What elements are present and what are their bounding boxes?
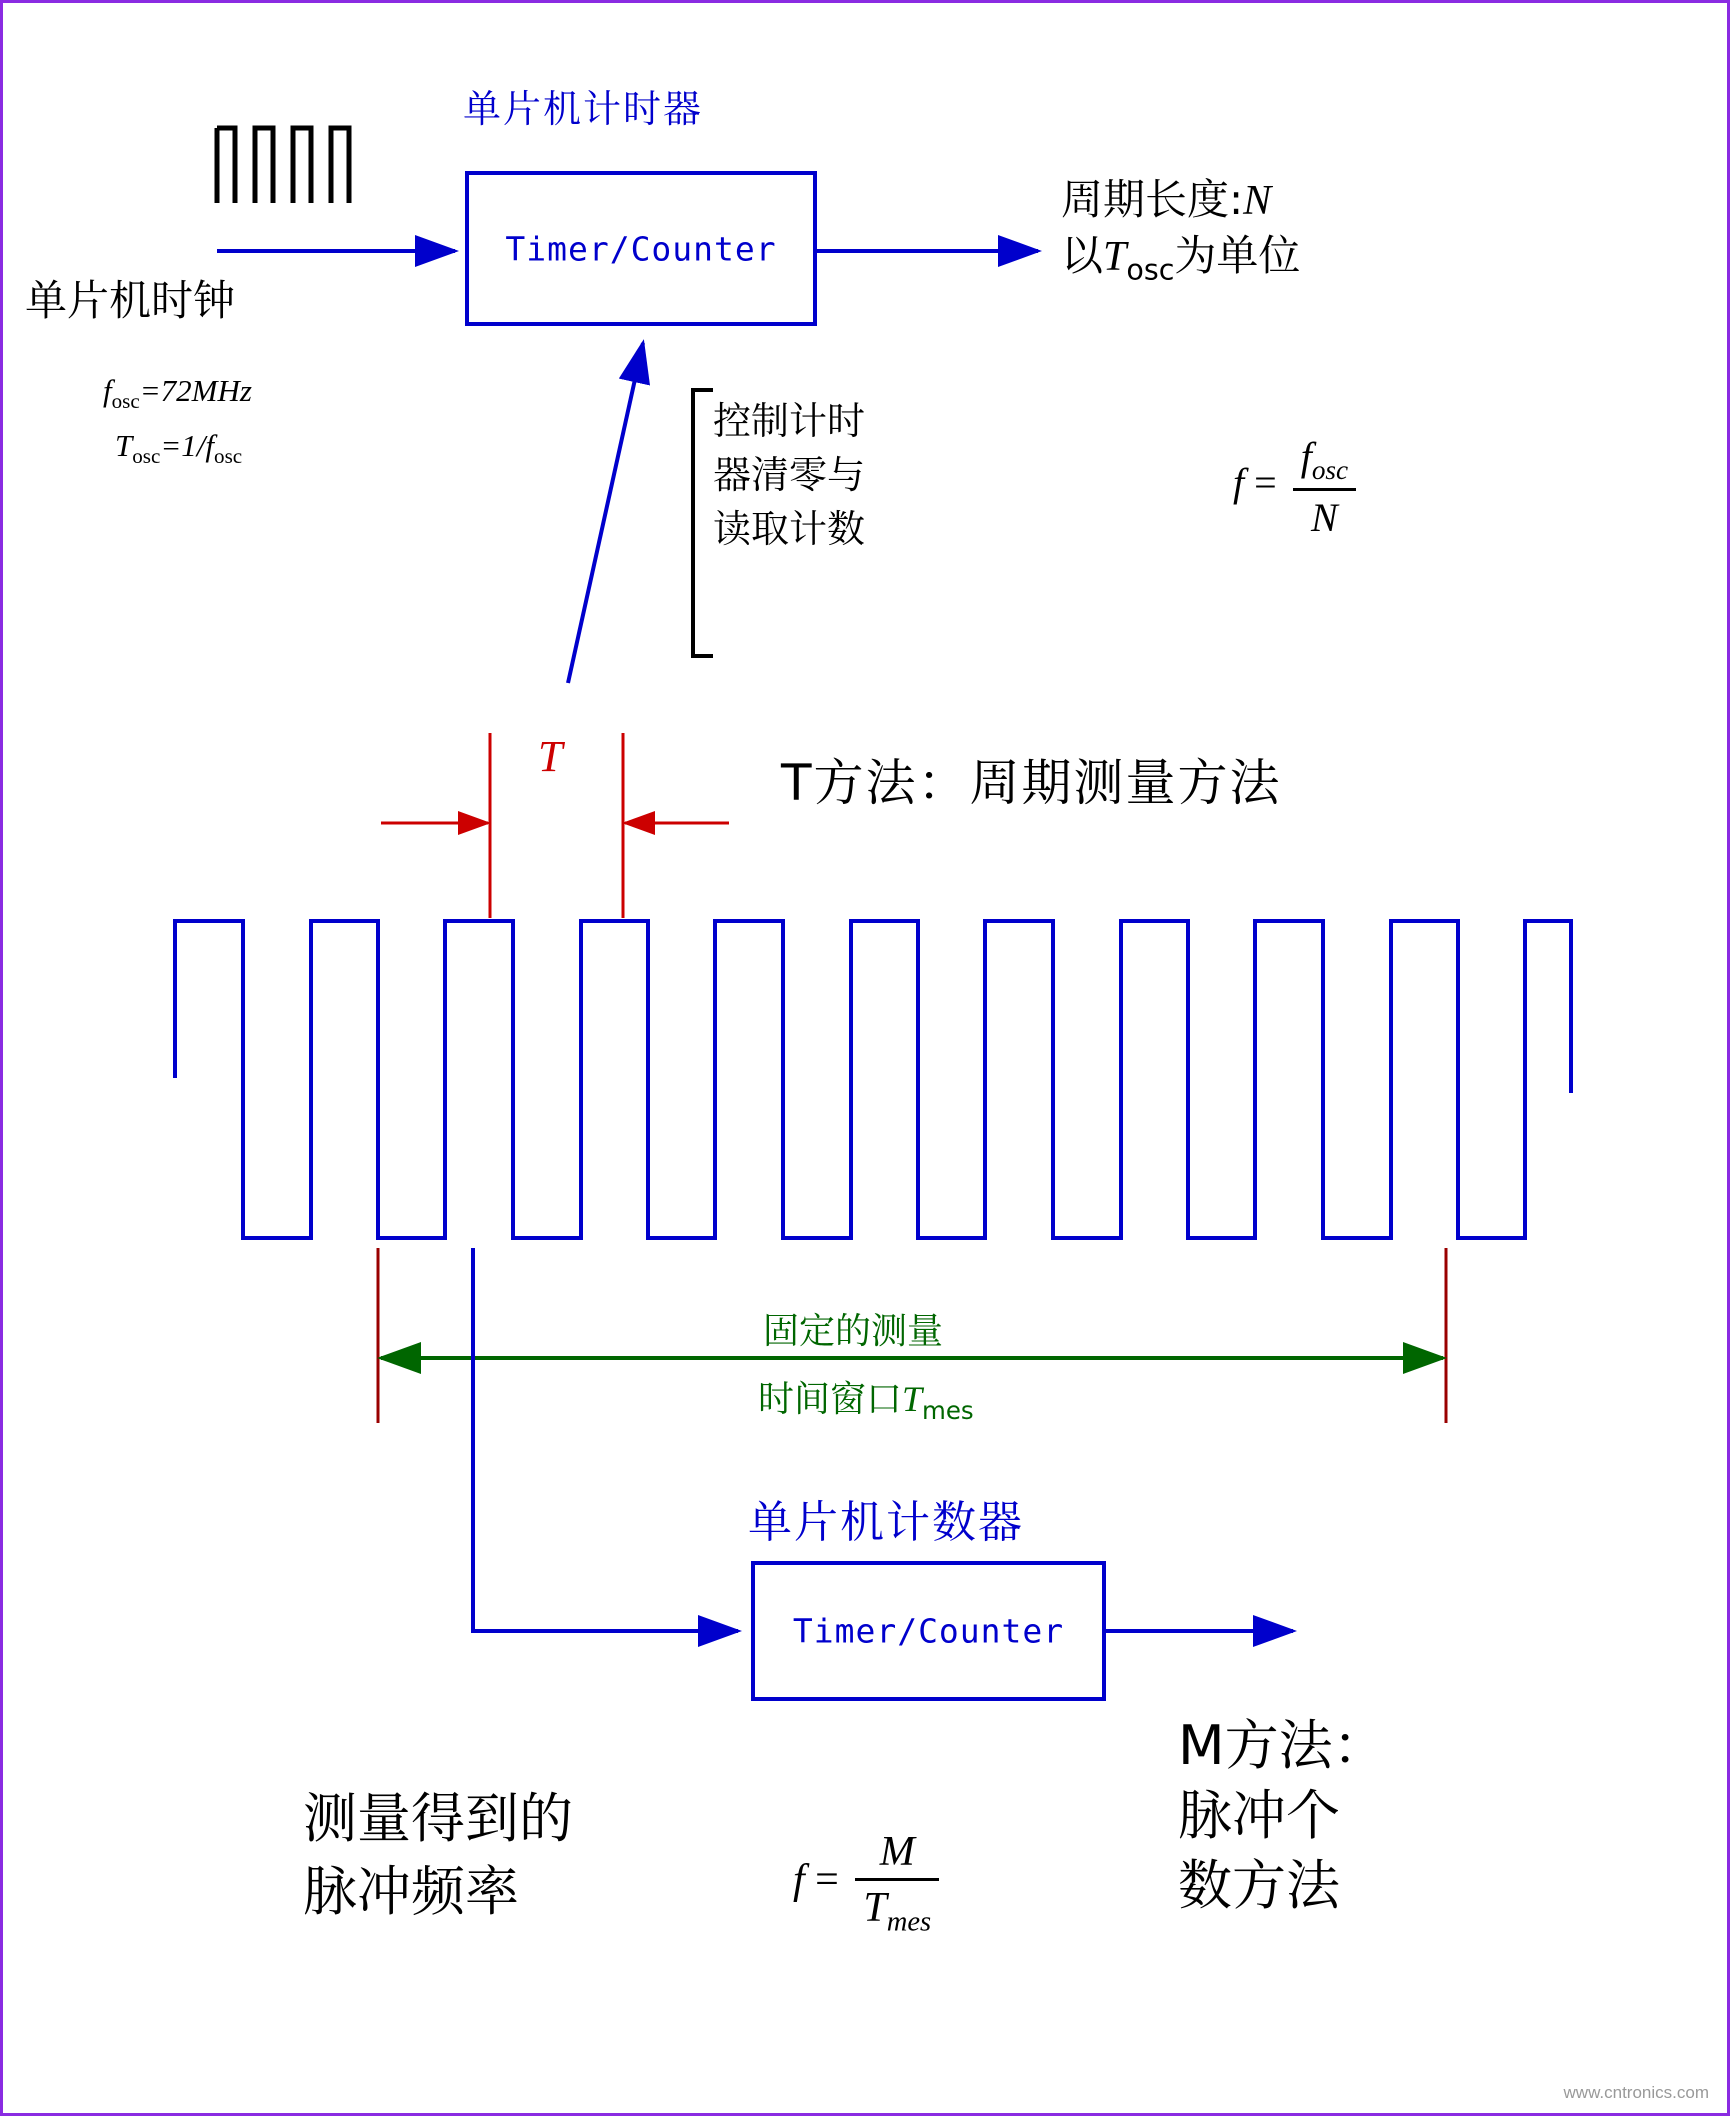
fosc-value: =72MHz xyxy=(139,373,252,408)
measurement-window-prefix: 时间窗口 xyxy=(758,1379,903,1420)
fosc-expression xyxy=(103,373,252,414)
formula-fn-equals: = xyxy=(1254,460,1277,506)
formula-fm-denominator xyxy=(855,1881,939,1938)
control-bracket xyxy=(691,388,713,658)
period-line-2 xyxy=(1061,229,1300,288)
formula-fn-numerator xyxy=(1293,433,1356,491)
timer-box-label: Timer/Counter xyxy=(505,229,777,268)
counter-box xyxy=(751,1561,1106,1701)
t-method-label: T方法：周期测量方法 xyxy=(781,754,1282,812)
counter-box-label: Timer/Counter xyxy=(792,1611,1065,1651)
period-line-2-prefix: 以 xyxy=(1061,230,1104,280)
formula-fm-fraction xyxy=(855,1828,939,1938)
period-marker-label: T xyxy=(538,732,563,781)
formula-fm-equals: = xyxy=(815,1856,839,1903)
period-line-1 xyxy=(1061,173,1300,229)
measurement-window-t-subscript: mes xyxy=(922,1396,974,1426)
formula-fn-numerator-subscript: osc xyxy=(1311,455,1349,485)
timer-title: 单片机计时器 xyxy=(463,87,704,131)
control-text xyxy=(713,395,865,557)
tosc-value: =1/ xyxy=(160,428,206,463)
control-text-line-1: 控制计时 xyxy=(713,399,866,443)
diagram-vector-layer xyxy=(3,3,1730,2116)
square-wave xyxy=(175,921,1571,1238)
period-length-label xyxy=(1061,173,1300,288)
control-text-line-3: 读取计数 xyxy=(713,506,866,551)
measurement-window-line-1: 固定的测量 xyxy=(763,1311,944,1352)
fosc-symbol: f xyxy=(103,373,112,408)
tosc-fosc-symbol: f xyxy=(205,428,215,463)
control-text-line-2: 器清零与 xyxy=(713,452,866,497)
control-arrow xyxy=(568,343,643,683)
measurement-window-t-symbol: T xyxy=(902,1379,923,1419)
measured-line-1: 测量得到的 xyxy=(303,1787,573,1850)
period-line-1-text: 周期长度: xyxy=(1061,175,1244,224)
formula-fn-fraction xyxy=(1293,433,1356,541)
m-method-label xyxy=(1178,1711,1387,1922)
measured-line-2: 脉冲频率 xyxy=(303,1859,519,1923)
formula-frequency-m-method xyxy=(793,1828,945,1938)
measurement-window-line-2 xyxy=(758,1371,974,1425)
period-t-symbol: T xyxy=(1103,233,1127,280)
clock-label: 单片机时钟 xyxy=(25,276,236,325)
tosc-fosc-subscript: osc xyxy=(214,444,243,469)
signal-to-counter-line xyxy=(473,1248,738,1631)
formula-fn-numerator-symbol: f xyxy=(1300,434,1312,479)
pulse-train-icon xyxy=(217,128,349,203)
period-t-subscript: osc xyxy=(1126,252,1175,287)
fosc-subscript: osc xyxy=(111,389,140,414)
measured-frequency-label xyxy=(303,1783,573,1929)
formula-frequency-t-method xyxy=(1233,433,1362,541)
formula-fn-lhs: f xyxy=(1233,460,1245,506)
tosc-expression xyxy=(115,428,242,469)
timer-box xyxy=(465,171,817,326)
formula-fn-denominator: N xyxy=(1311,495,1338,540)
watermark: www.cntronics.com xyxy=(1563,2083,1709,2102)
formula-fm-denominator-subscript: mes xyxy=(886,1906,932,1938)
formula-fm-numerator: M xyxy=(855,1828,939,1881)
period-line-2-suffix: 为单位 xyxy=(1174,230,1301,280)
counter-title: 单片机计数器 xyxy=(748,1497,1024,1548)
m-method-line-3: 数方法 xyxy=(1178,1854,1340,1918)
formula-fm-denominator-symbol: T xyxy=(863,1885,887,1931)
formula-fm-lhs: f xyxy=(793,1856,805,1903)
period-n-symbol: N xyxy=(1243,178,1272,224)
m-method-line-2: 脉冲个 xyxy=(1178,1784,1340,1848)
tosc-symbol: T xyxy=(115,428,133,463)
tosc-subscript: osc xyxy=(132,444,161,469)
m-method-line-1: M方法： xyxy=(1178,1714,1387,1777)
